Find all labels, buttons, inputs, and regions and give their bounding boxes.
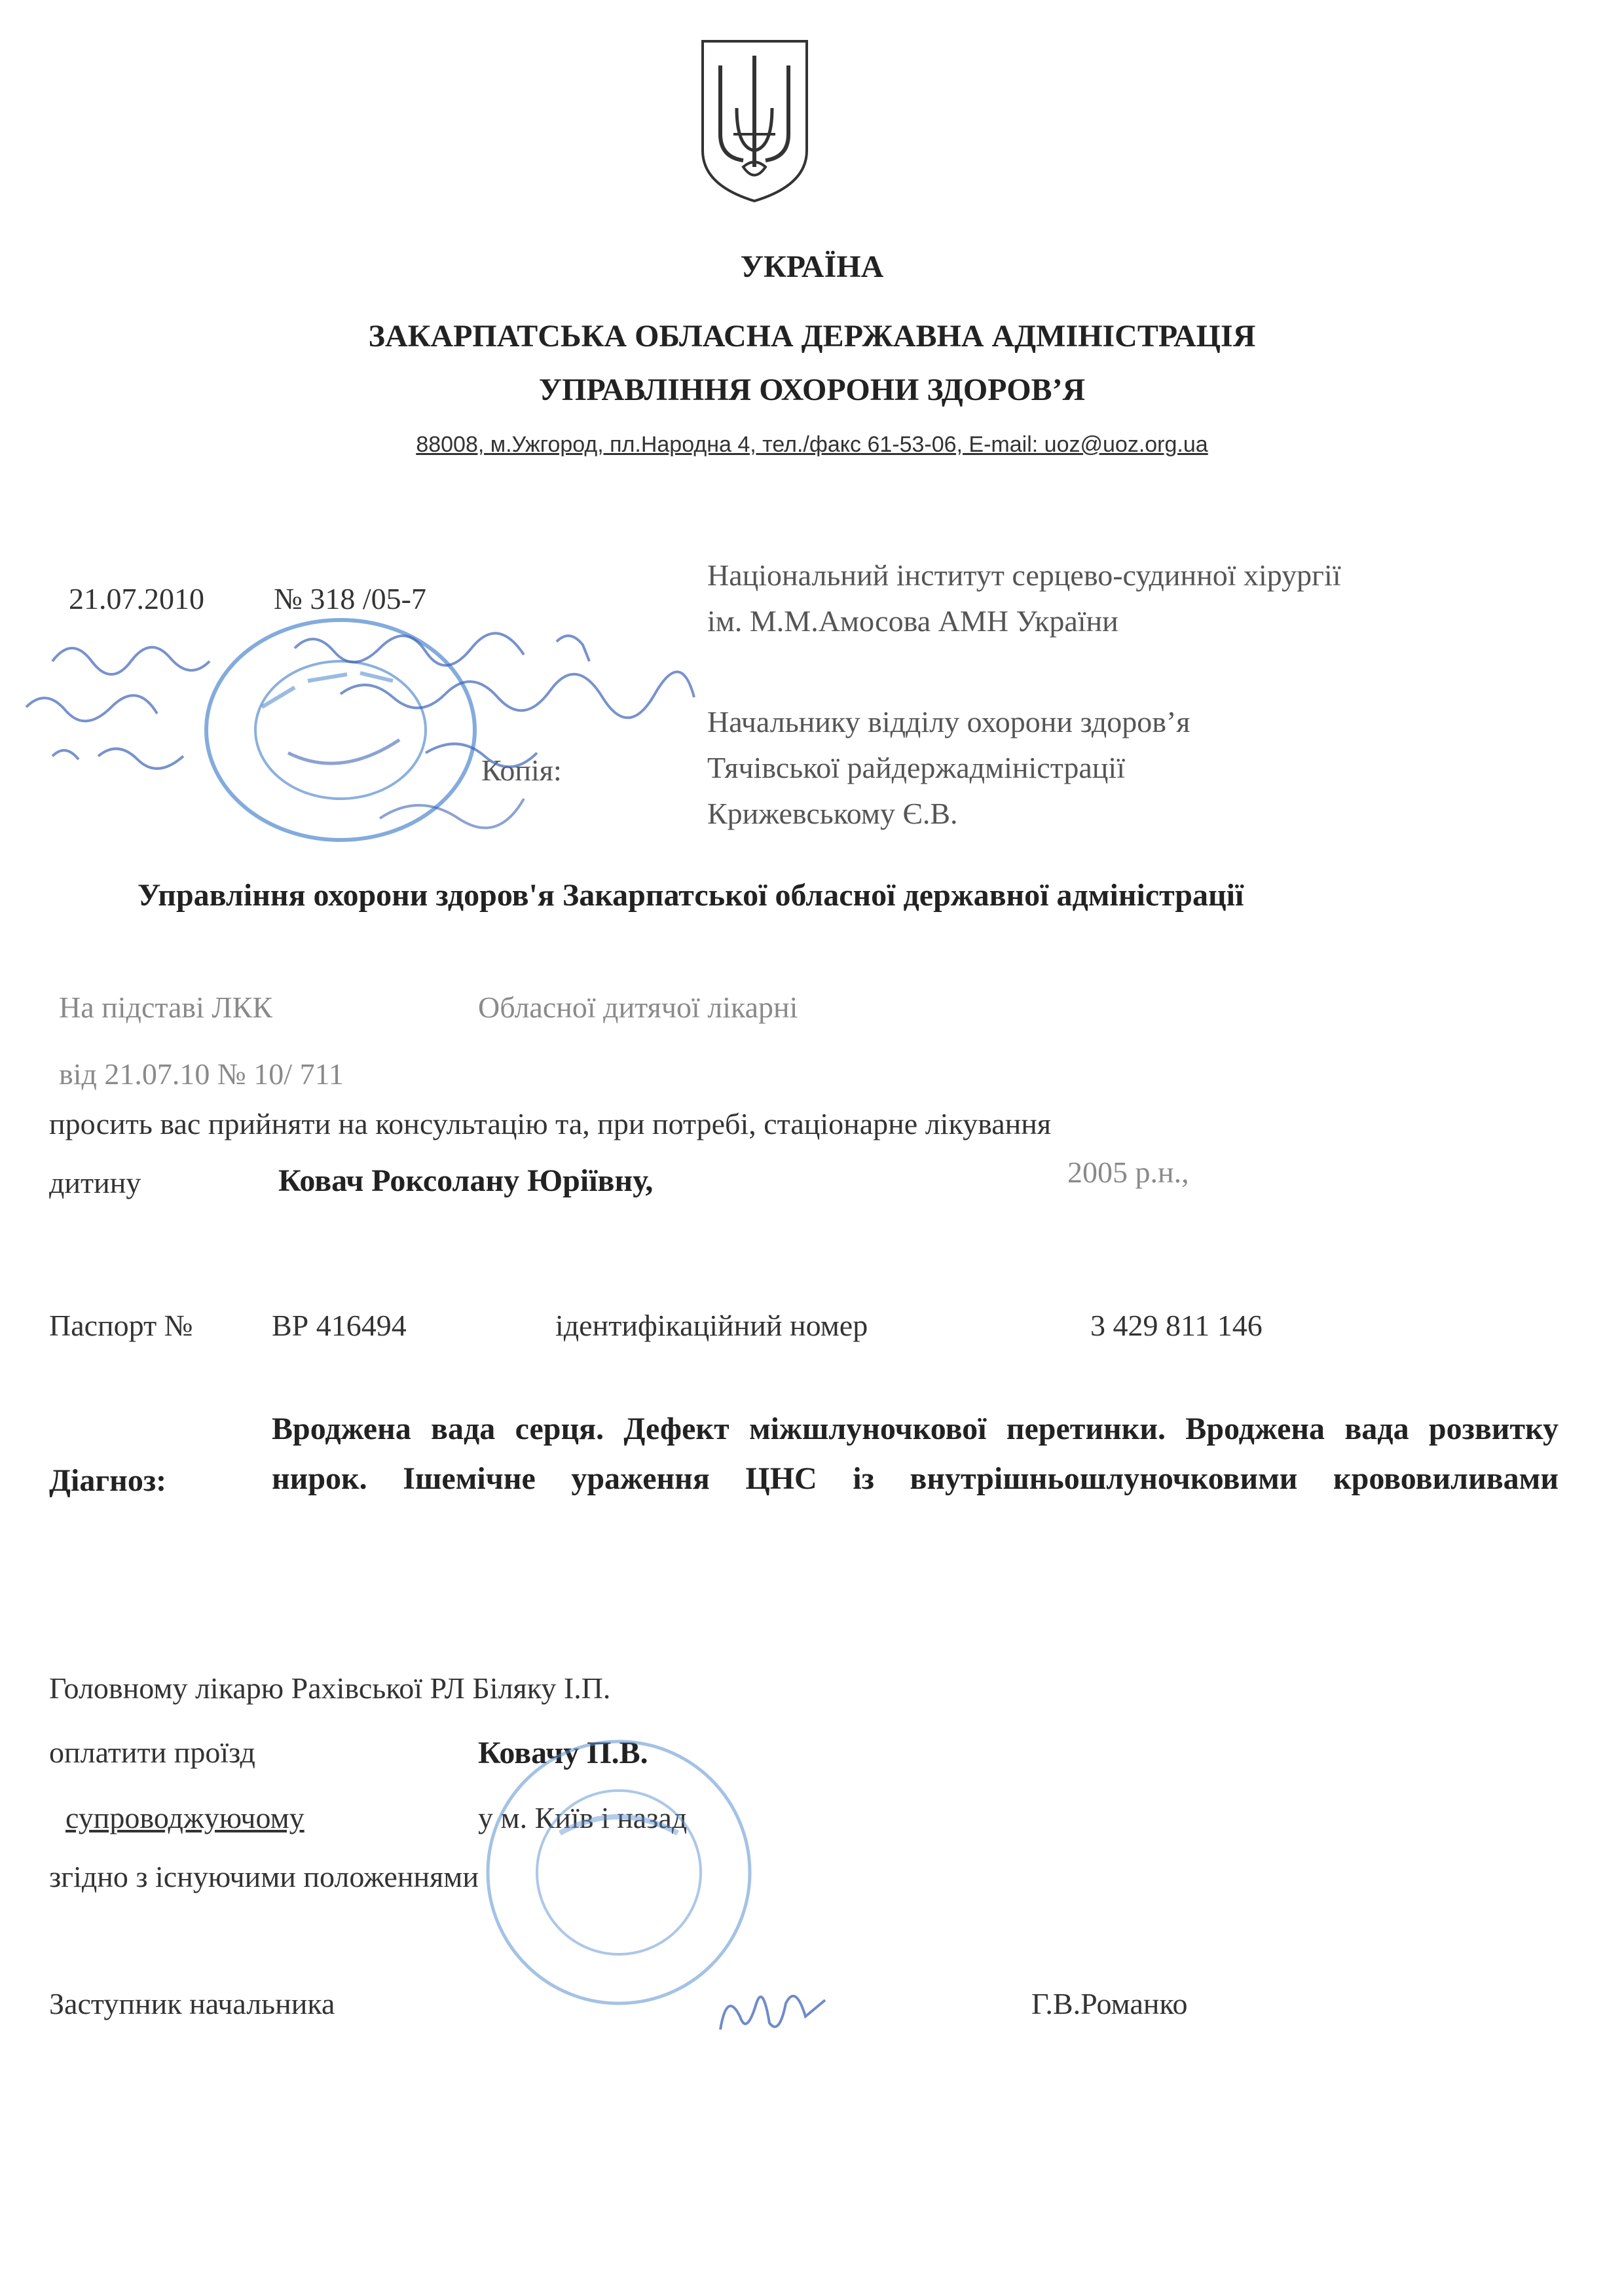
diagnosis-label: Діагноз: <box>49 1463 167 1498</box>
administration-title: ЗАКАРПАТСЬКА ОБЛАСНА ДЕРЖАВНА АДМІНІСТРАЦІЯ <box>368 319 1256 354</box>
signatory-name: Г.В.Романко <box>1031 1987 1188 2020</box>
signature-scribble <box>707 1977 838 2049</box>
letter-number: № 318 /05-7 <box>274 582 426 615</box>
chief-doctor-line: Головному лікарю Рахівської РЛ Біляку І.П. <box>49 1671 611 1705</box>
recipient-line-2: ім. М.М.Амосова АМН України <box>707 604 1118 638</box>
child-name: Ковач Роксолану Юріївну, <box>278 1163 654 1198</box>
request-line: просить вас прийняти на консультацію та, при потребі, стаціонарне лікування <box>49 1107 1052 1140</box>
organization-title: Управління охорони здоров'я Закарпатської обласної державної адміністрації <box>138 878 1244 913</box>
passport-label: Паспорт № <box>49 1309 193 1342</box>
country-title: УКРАЇНА <box>740 249 884 284</box>
signatory-position: Заступник начальника <box>49 1987 335 2020</box>
letter-date: 21.07.2010 <box>69 582 204 615</box>
basis-organization: Обласної дитячої лікарні <box>478 991 798 1024</box>
passport-number: ВР 416494 <box>272 1309 407 1342</box>
copy-label: Копія: <box>481 754 562 787</box>
handwritten-annotation <box>13 622 707 851</box>
department-title: УПРАВЛІННЯ ОХОРОНИ ЗДОРОВ’Я <box>538 373 1086 407</box>
coat-of-arms-icon <box>697 36 812 206</box>
basis-date: від 21.07.10 № 10/ 711 <box>59 1057 344 1091</box>
escort-label: супроводжуючому <box>65 1801 304 1834</box>
diagnosis-text: Вроджена вада серця. Дефект міжшлуночкової перетинки. Вроджена вада розвитку нирок. Ішемічне ураження ЦНС із внутрішньошлуночковими крововиливами <box>272 1412 1559 1496</box>
pay-label: оплатити проїзд <box>49 1736 255 1769</box>
address-line: 88008, м.Ужгород, пл.Народна 4, тел./факс 61-53-06, E-mail: uoz@uoz.org.ua <box>416 432 1208 457</box>
copy-recipient-line-3: Крижевському Є.В. <box>707 797 958 830</box>
copy-recipient-line-2: Тячівської райдержадміністрації <box>707 751 1125 784</box>
round-stamp-bottom <box>468 1728 769 2016</box>
copy-recipient-line-1: Начальнику відділу охорони здоров’я <box>707 705 1190 738</box>
id-number: 3 429 811 146 <box>1090 1309 1263 1342</box>
child-label: дитину <box>49 1166 141 1199</box>
birth-year: 2005 р.н., <box>1067 1156 1189 1189</box>
recipient-line-1: Національний інститут серцево-судинної хірургії <box>707 558 1341 592</box>
according-line: згідно з існуючими положеннями <box>49 1860 479 1893</box>
id-label: ідентифікаційний номер <box>555 1309 868 1342</box>
pay-person: Ковачу П.В. <box>478 1736 648 1770</box>
route: у м. Київ і назад <box>478 1801 688 1834</box>
basis-label: На підставі ЛКК <box>59 991 272 1024</box>
